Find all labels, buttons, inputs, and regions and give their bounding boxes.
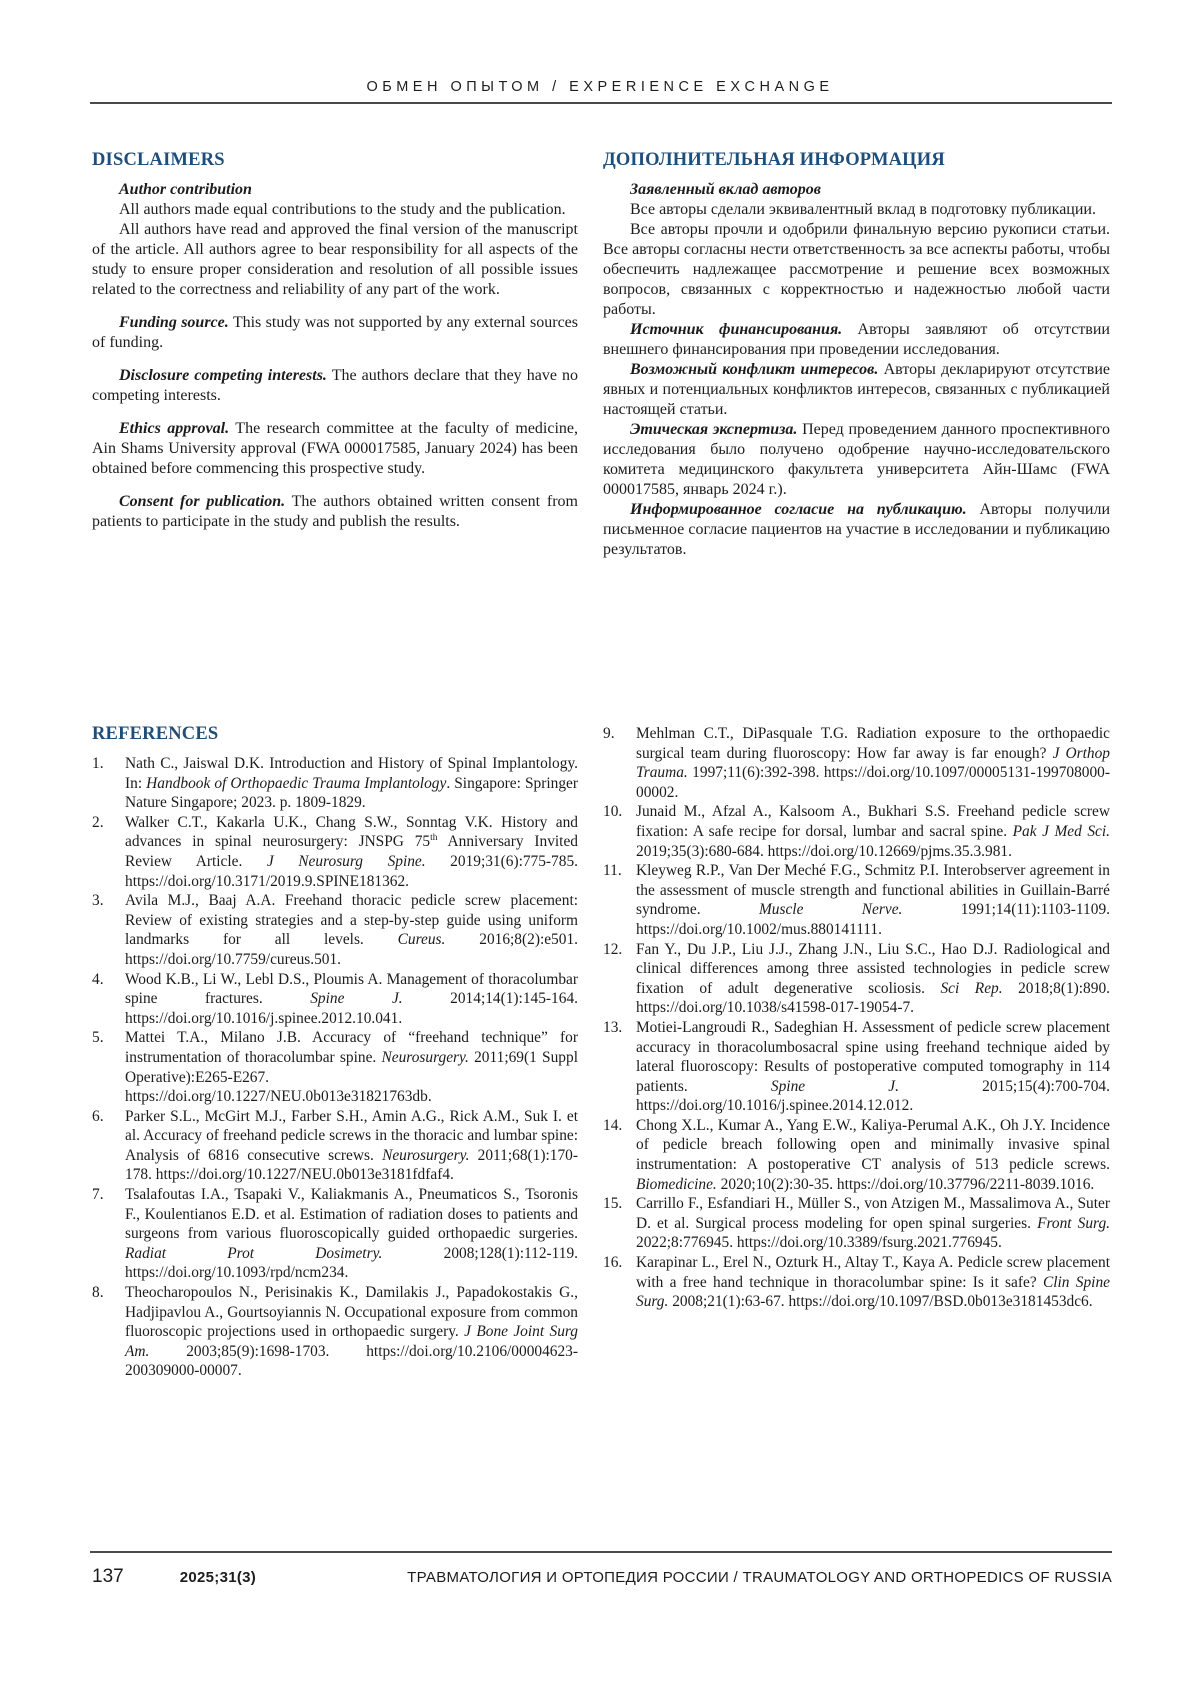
reference-item [603,940,1110,1018]
reference-text: Wood K.B., Li W., Lebl D.S., Ploumis A. Management of thoracolumbar spine fractures. Spine J. 2014;14(1):145-164. https://doi.org/10.1016/j.spinee.2012.10.041. [125,970,578,1027]
paragraph: Этическая экспертиза. Перед проведением данного проспективного исследования было получено одобрение научно-исследовательского комитета медицинского факультета университета Айн-Шамс (FWA 000017585, январь 2024 г.). [603,421,1110,498]
section-additional-info [603,150,1110,560]
reference-item [603,861,1110,939]
reference-item [92,891,578,969]
reference-text: Nath C., Jaiswal D.K. Introduction and History of Spinal Implantology. In: Handbook of Orthopaedic Trauma Implantology. Singapore: Springer Nature Singapore; 2023. p. 1809-1829. [125,755,578,812]
reference-text: Fan Y., Du J.P., Liu J.J., Zhang J.N., Liu S.C., Hao D.J. Radiological and clinical differences among three assisted technologies in pedicle screw fixation of adult degenerative scoliosis. Sci Rep. 2018;8(1):890. https://doi.org/10.1038/s41598-017-19054-7. [636,940,1110,1017]
reference-text: Theocharopoulos N., Perisinakis K., Damilakis J., Papadokostakis G., Hadjipavlou A., Gourtsoyiannis N. Occupational exposure from common fluoroscopic projections used in orthopaedic surgery. J Bone Joint Surg Am. 2003;85(9):1698-1703. https://doi.org/10.2106/00004623-200309000-00007. [125,1284,578,1380]
subsection-heading: Author contribution [119,181,252,198]
reference-number: 16. [603,1254,623,1272]
header-rule [90,102,1112,104]
reference-item [603,724,1110,802]
paragraph: Ethics approval. The research committee at the faculty of medicine, Ain Shams University approval (FWA 000017585, January 2024) has been obtained before commencing this prospective study. [92,420,579,477]
reference-item [603,1018,1110,1116]
page-number: 137 [92,1566,124,1587]
reference-number: 9. [603,725,615,742]
reference-text: Carrillo F., Esfandiari H., Müller S., von Atzigen M., Massalimova A., Suter D. et al. Surgical process modeling for open spinal surgeries. Front Surg. 2022;8:776945. https://doi.org/10.3389/fsurg.2021.776945. [636,1195,1110,1252]
reference-number: 8. [92,1284,104,1302]
reference-number: 10. [603,803,623,821]
reference-number: 3. [92,892,104,910]
references-heading: REFERENCES [92,724,219,744]
reference-item [92,1185,578,1283]
reference-text: Parker S.L., McGirt M.J., Farber S.H., Amin A.G., Rick A.M., Suk I. et al. Accuracy of freehand pedicle screws in the thoracic and lumbar spine: Analysis of 6816 consecutive screws. Neurosurgery. 2011;68(1):170-178. https://doi.org/10.1227/NEU.0b013e3181fdfaf4. [125,1107,578,1184]
reference-text: Karapinar L., Erel N., Ozturk H., Altay T., Kaya A. Pedicle screw placement with a free hand technique in thoracolumbar spine: Is it safe? Clin Spine Surg. 2008;21(1):63-67. https://doi.org/10.1097/BSD.0b013e3181453dc6. [636,1254,1110,1311]
running-head: ОБМЕН ОПЫТОМ / EXPERIENCE EXCHANGE [366,79,834,95]
reference-text: Chong X.L., Kumar A., Yang E.W., Kaliya-Perumal A.K., Oh J.Y. Incidence of pedicle breach following open and minimally invasive spinal instrumentation: A postoperative CT analysis of 513 pedicle screws. Biomedicine. 2020;10(2):30-35. https://doi.org/10.37796/2211-8039.1016. [636,1116,1110,1193]
reference-item [603,802,1110,861]
reference-text: Motiei-Langroudi R., Sadeghian H. Assessment of pedicle screw placement accuracy in thoracolumbosacral spine using freehand technique aided by lateral fluoroscopy: Results of postoperative computed tomography in 114 patients. Spine J. 2015;15(4):700-704. https://doi.org/10.1016/j.spinee.2014.12.012. [636,1018,1110,1115]
reference-number: 14. [603,1116,623,1134]
issue-label: 2025;31(3) [179,1569,257,1586]
paragraph: Информированное согласие на публикацию. Авторы получили письменное согласие пациентов на участие в исследовании и публикацию результатов. [603,501,1111,558]
reference-number: 2. [92,813,104,831]
page-footer [92,1566,1112,1588]
paragraph: Источник финансирования. Авторы заявляют об отсутствии внешнего финансирования при проведении исследования. [603,321,1110,358]
reference-number: 15. [603,1195,623,1213]
reference-text: Walker C.T., Kakarla U.K., Chang S.W., Sonntag V.K. History and advances in spinal neurosurgery: JNSPG 75th Anniversary Invited Review Article. J Neurosurg Spine. 2019;31(6):775-785. https://doi.org/10.3171/2019.9.SPINE181362. [125,813,578,890]
disclaimers-heading: DISCLAIMERS [92,150,225,170]
reference-item [92,970,578,1029]
subsection-heading: Заявленный вклад авторов [630,181,821,198]
paragraph: Все авторы прочли и одобрили финальную версию рукописи статьи. Все авторы согласны нести ответственность за все аспекты работы, чтобы обеспечить надлежащее рассмотрение и решение всех возможных вопросов, связанных с корректностью и надежностью любой части работы. [603,221,1110,318]
reference-item [603,1116,1110,1194]
paragraph: Возможный конфликт интересов. Авторы декларируют отсутствие явных и потенциальных конфликтов интересов, связанных с публикацией настоящей статьи. [603,361,1111,418]
journal-title: ТРАВМАТОЛОГИЯ И ОРТОПЕДИЯ РОССИИ / TRAUMATOLOGY AND ORTHOPEDICS OF RUSSIA [407,1569,1112,1586]
reference-number: 1. [92,755,104,772]
paragraph: Consent for publication. The authors obtained written consent from patients to participate in the study and publish the results. [92,493,578,530]
footer-rule [90,1551,1112,1553]
paragraph: All authors made equal contributions to the study and the publication. [119,201,566,218]
paragraph: All authors have read and approved the final version of the manuscript of the article. All authors agree to bear responsibility for all aspects of the study to ensure proper consideration and resolution of all possible issues related to the correctness and reliability of any part of the work. [92,221,578,298]
reference-number: 12. [603,940,623,958]
additional-info-heading: ДОПОЛНИТЕЛЬНАЯ ИНФОРМАЦИЯ [603,150,945,170]
section-references-continued [603,724,1110,1312]
reference-text: Kleyweg R.P., Van Der Meché F.G., Schmitz P.I. Interobserver agreement in the assessment of muscle strength and functional abilities in Guillain-Barré syndrome. Muscle Nerve. 1991;14(11):1103-1109. https://doi.org/10.1002/mus.880141111. [636,862,1110,938]
reference-number: 4. [92,970,104,988]
references-list-right [603,724,1110,1312]
section-disclaimers [92,150,578,532]
reference-text: Junaid M., Afzal A., Kalsoom A., Bukhari S.S. Freehand pedicle screw fixation: A safe recipe for dorsal, lumbar and sacral spine. Pak J Med Sci. 2019;35(3):680-684. https://doi.org/10.12669/pjms.35.3.981. [636,803,1110,860]
references-list-left [92,754,578,1381]
reference-number: 13. [603,1018,623,1036]
reference-number: 11. [603,862,622,880]
paragraph: Funding source. This study was not supported by any external sources of funding. [92,314,578,351]
reference-number: 7. [92,1186,104,1204]
disclaimers-body [92,180,578,532]
reference-number: 6. [92,1107,104,1125]
reference-item [92,754,578,813]
reference-text: Mattei T.A., Milano J.B. Accuracy of “freehand technique” for instrumentation of thoracolumbar spine. Neurosurgery. 2011;69(1 Suppl Operative):E265-E267. https://doi.org/10.1227/NEU.0b013e31821763db. [125,1029,578,1106]
reference-text: Tsalafoutas I.A., Tsapaki V., Kaliakmanis A., Pneumaticos S., Tsoronis F., Koulentianos E.D. et al. Estimation of radiation doses to patients and surgeons from various fluoroscopically guided orthopaedic surgeries. Radiat Prot Dosimetry. 2008;128(1):112-119. https://doi.org/10.1093/rpd/ncm234. [125,1186,579,1282]
reference-item [603,1253,1110,1312]
reference-item [92,1283,578,1381]
reference-item [92,1107,578,1185]
reference-item [92,813,578,891]
reference-number: 5. [92,1029,104,1047]
additional-info-body [603,180,1110,560]
paragraph: Все авторы сделали эквивалентный вклад в подготовку публикации. [630,201,1096,218]
section-references [92,724,578,1381]
reference-text: Mehlman C.T., DiPasquale T.G. Radiation exposure to the orthopaedic surgical team during fluoroscopy: How far away is far enough? J Orthop Trauma. 1997;11(6):392-398. https://doi.org/10.1097/00005131-199708000-00002. [636,725,1110,801]
reference-item [603,1194,1110,1253]
paragraph: Disclosure competing interests. The authors declare that they have no competing interests. [92,367,579,404]
reference-text: Avila M.J., Baaj A.A. Freehand thoracic pedicle screw placement: Review of existing strategies and a step-by-step guide using uniform landmarks for all levels. Cureus. 2016;8(2):e501. https://doi.org/10.7759/cureus.501. [125,892,578,968]
reference-item [92,1028,578,1106]
